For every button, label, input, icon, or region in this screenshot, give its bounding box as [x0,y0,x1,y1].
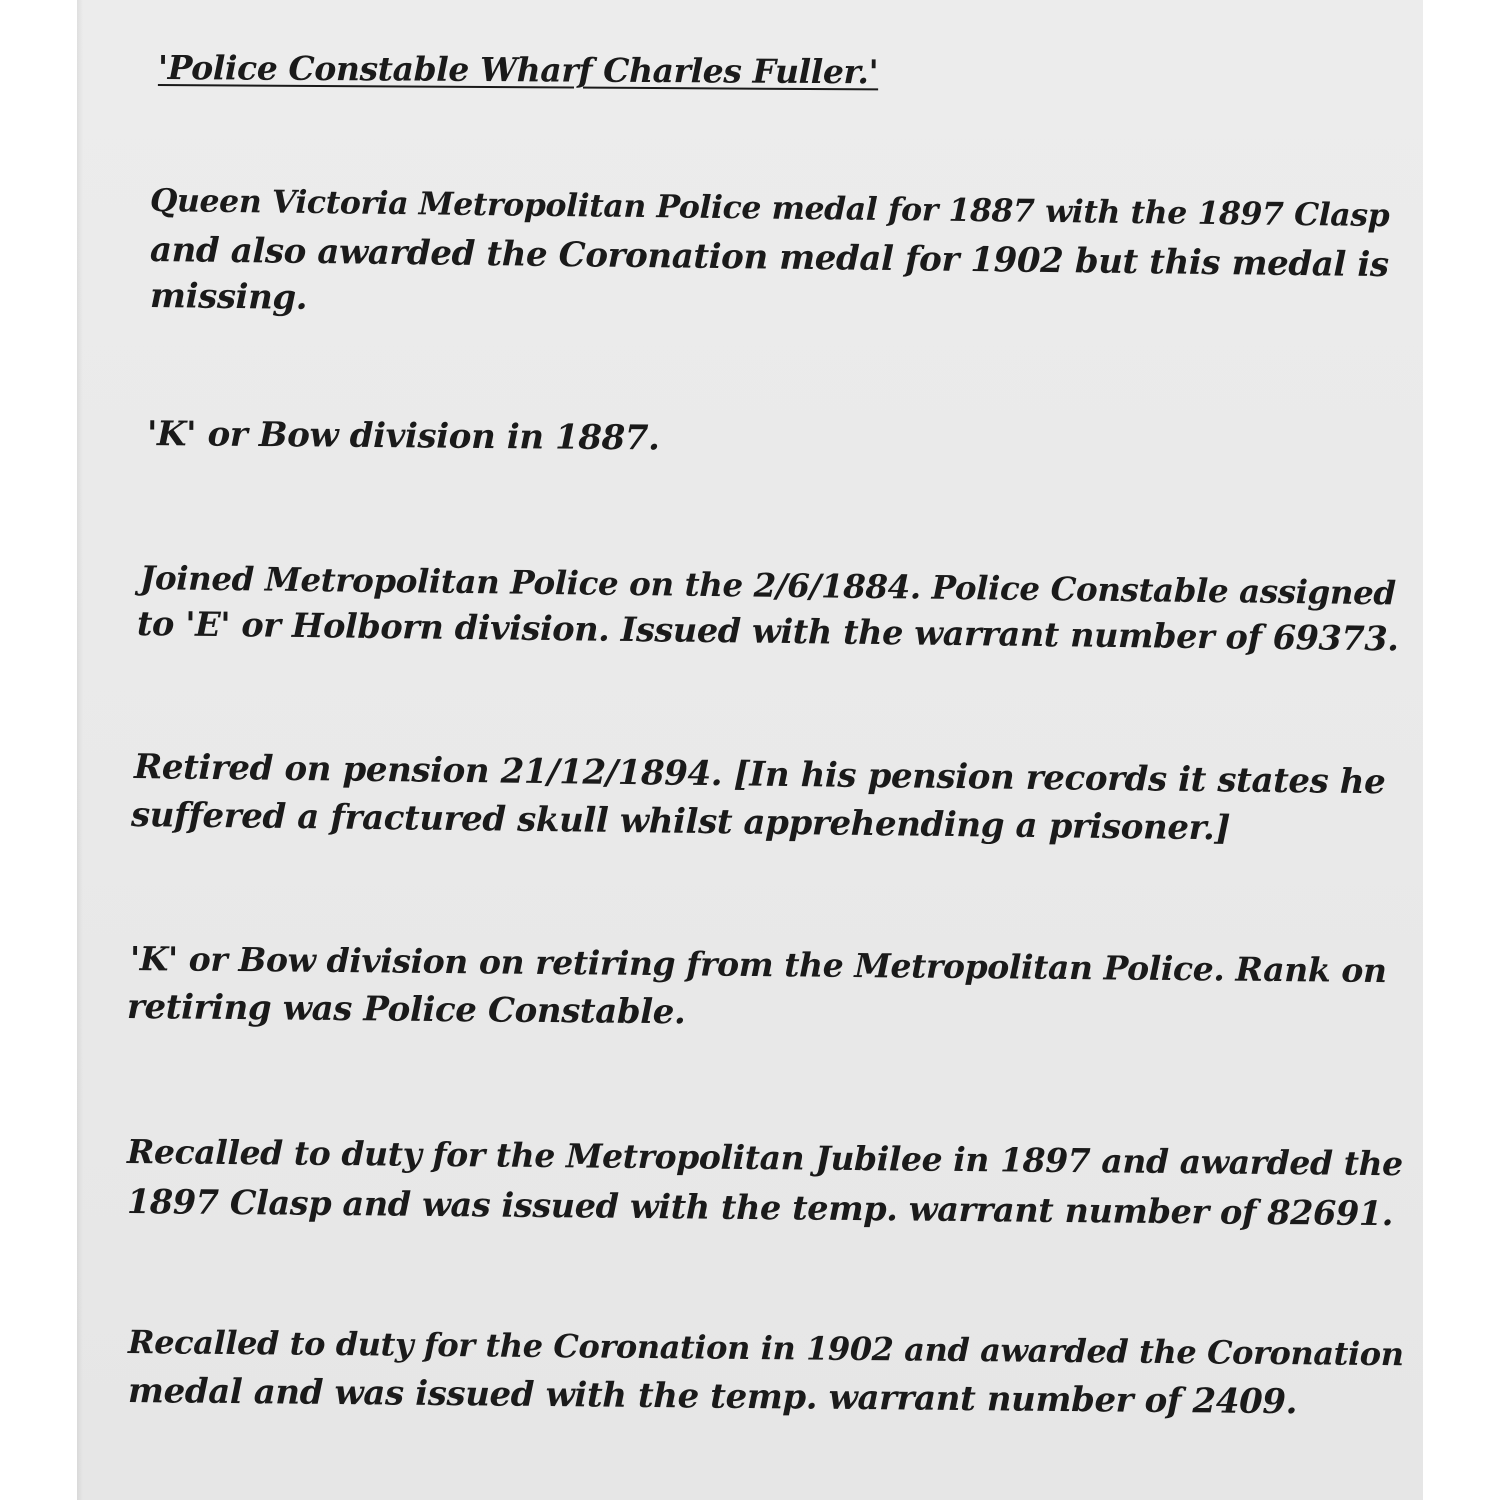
paragraph-1-line-3: missing. [149,276,308,318]
paragraph-4-line-2: suffered a fractured skull whilst apprehending a prisoner.] [130,795,1231,849]
paragraph-7-line-2: medal and was issued with the temp. warrant number of 2409. [127,1371,1298,1423]
document-title: 'Police Constable Wharf Charles Fuller.' [157,48,879,92]
paragraph-5-line-2: retiring was Police Constable. [126,987,686,1033]
paragraph-3-line-2: to 'E' or Holborn division. Issued with the warrant number of 69373. [136,604,1399,659]
paragraph-4-line-1: Retired on pension 21/12/1894. [In his pension records it states he [133,747,1386,803]
paragraph-5-line-1: 'K' or Bow division on retiring from the Metropolitan Police. Rank on [129,939,1387,991]
paragraph-6-line-1: Recalled to duty for the Metropolitan Jubilee in 1897 and awarded the [126,1132,1403,1184]
paragraph-2-line-1: 'K' or Bow division in 1887. [146,414,660,459]
paragraph-1-line-1: Queen Victoria Metropolitan Police medal for 1887 with the 1897 Clasp [149,182,1390,235]
paragraph-1-line-2: and also awarded the Coronation medal for 1902 but this medal is [149,230,1389,286]
paragraph-7-line-1: Recalled to duty for the Coronation in 1902 and awarded the Coronation [127,1323,1404,1374]
paper-edge-shadow [77,0,83,1500]
paragraph-3-line-1: Joined Metropolitan Police on the 2/6/1884. Police Constable assigned [139,558,1396,613]
paragraph-6-line-2: 1897 Clasp and was issued with the temp. warrant number of 82691. [126,1182,1394,1234]
